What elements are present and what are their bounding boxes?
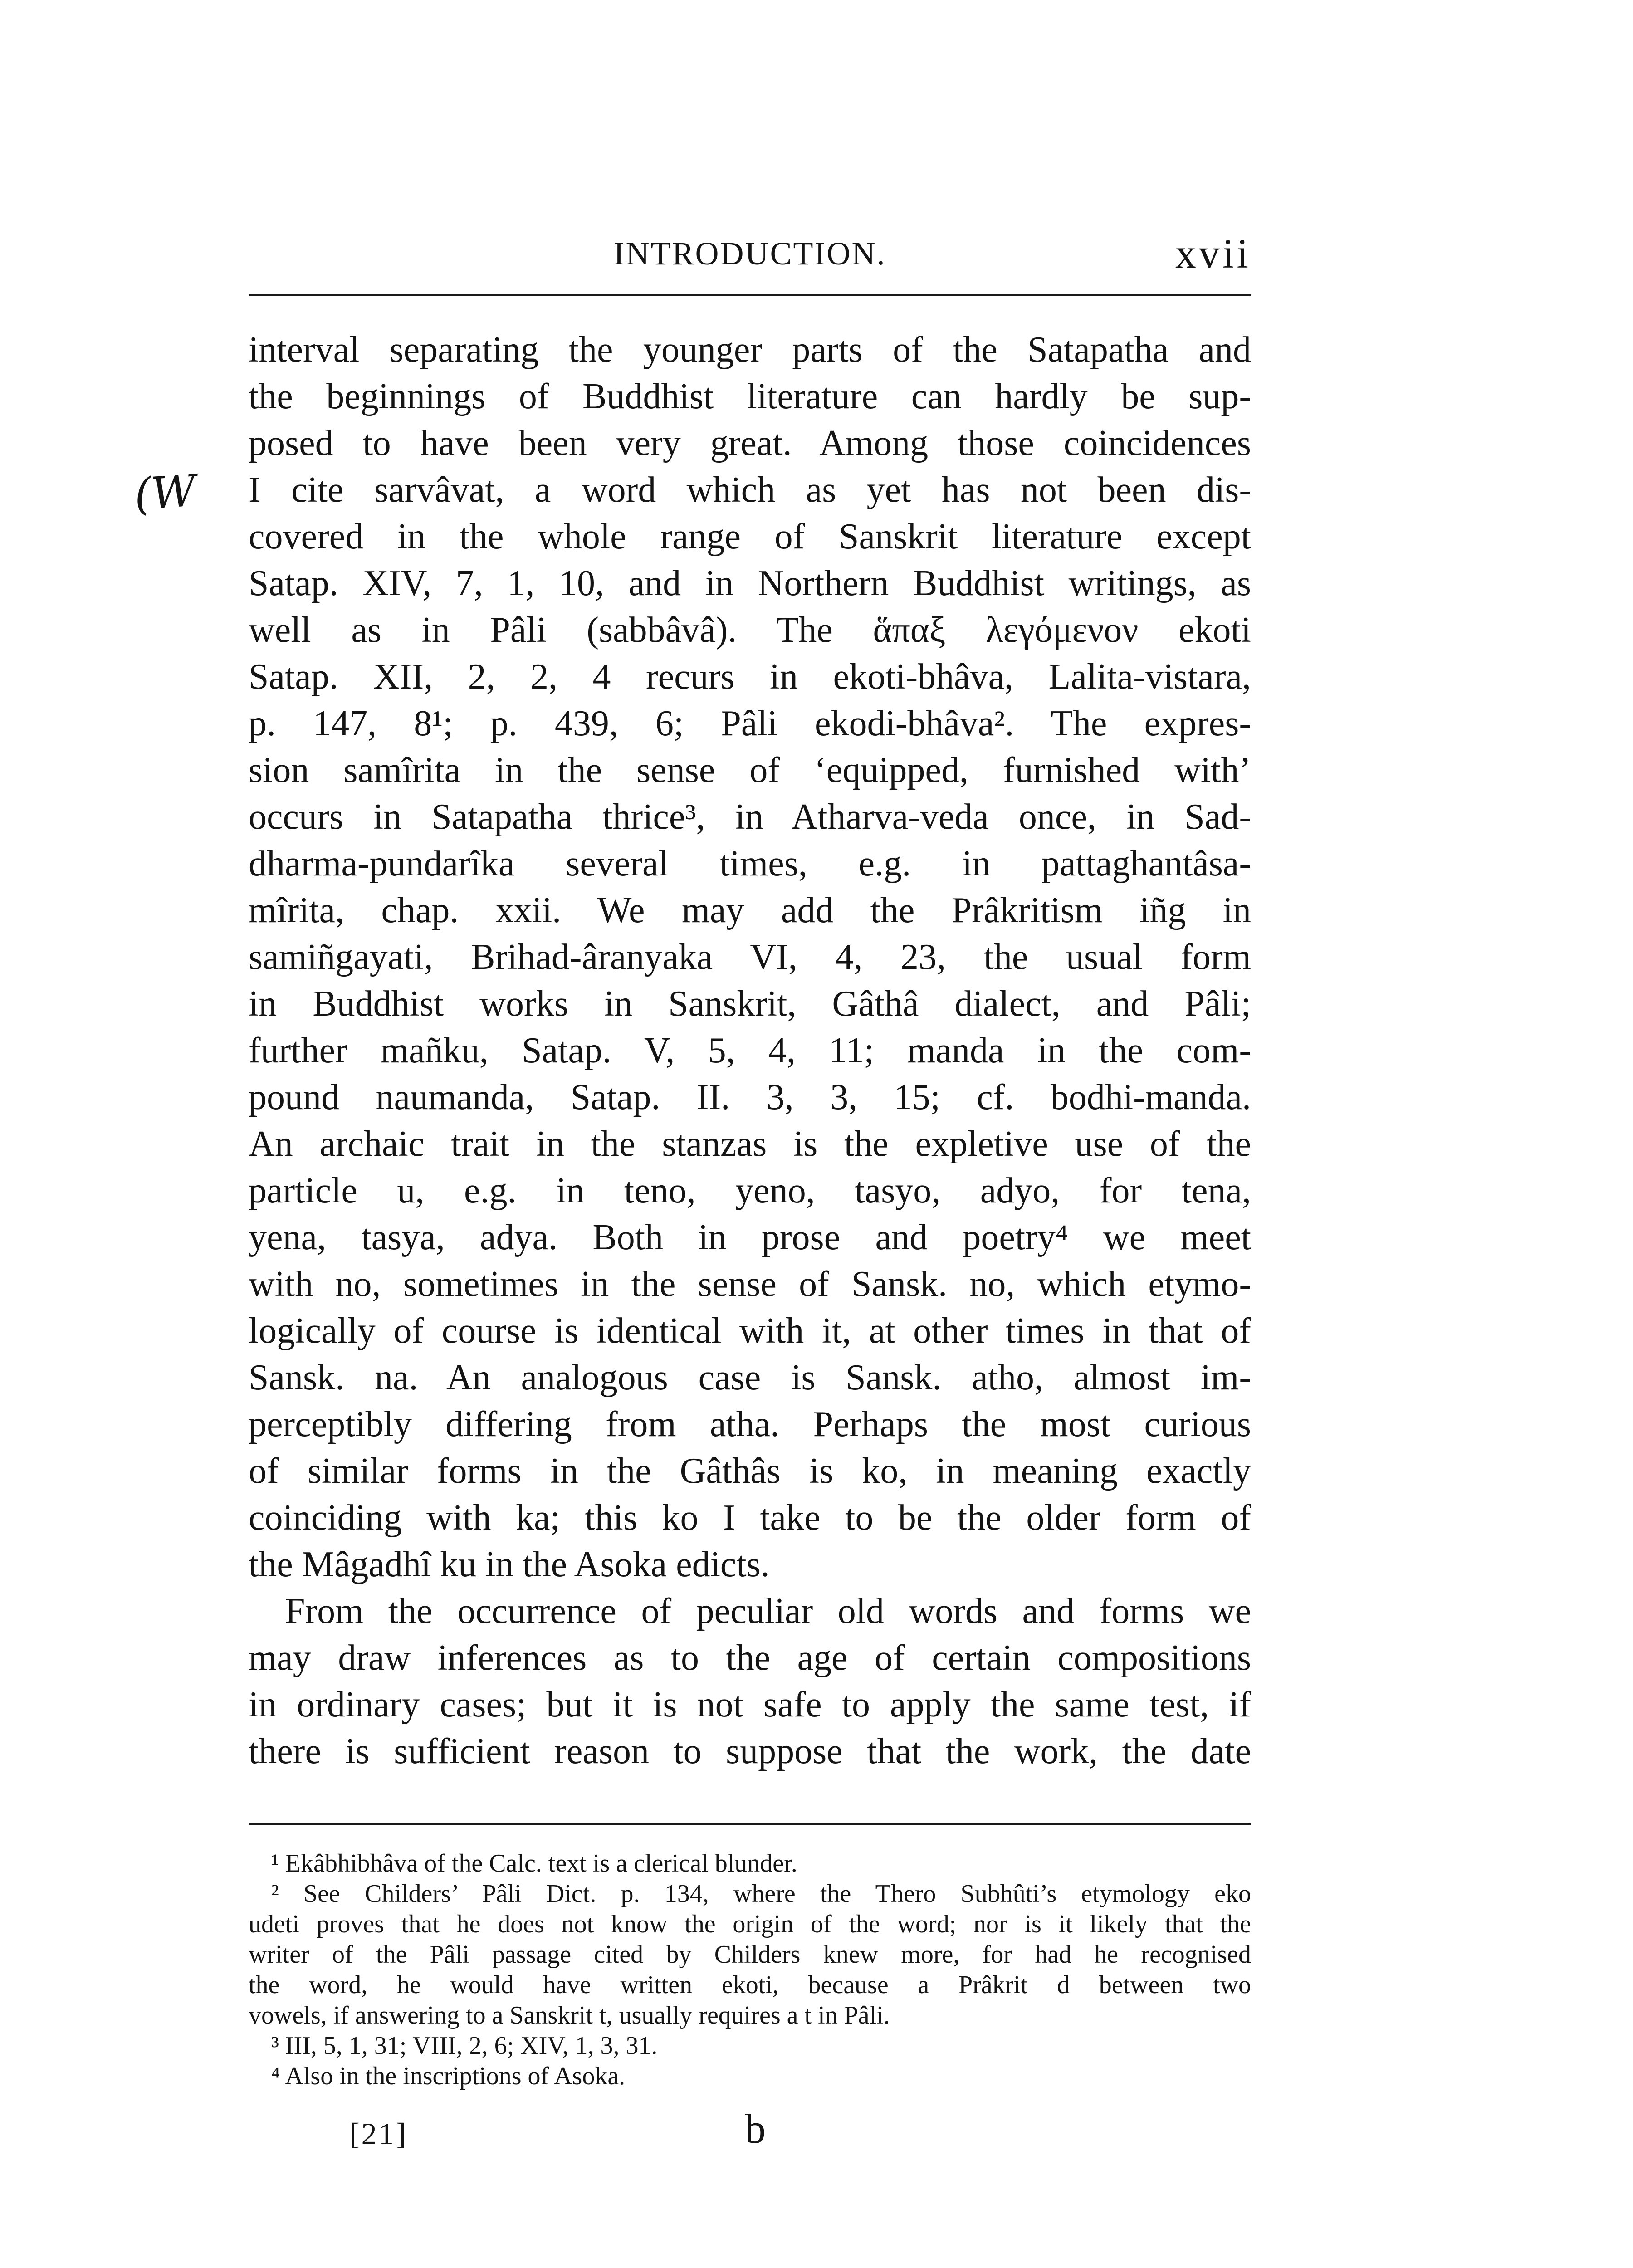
body-line: Sansk. na. An analogous case is Sansk. atho, almost im- — [249, 1358, 1251, 1398]
body-line: occurs in Satapatha thrice³, in Atharva-veda once, in Sad- — [249, 797, 1251, 837]
body-line: may draw inferences as to the age of certain compositions — [249, 1638, 1251, 1678]
margin-annotation: (W — [132, 465, 198, 520]
body-text — [249, 327, 1251, 1775]
footnote-line: the word, he would have written ekoti, because a Prâkrit d between two — [249, 1971, 1251, 1999]
body-line: coinciding with ka; this ko I take to be the older form of — [249, 1498, 1251, 1538]
body-line: particle u, e.g. in teno, yeno, tasyo, adyo, for tena, — [249, 1171, 1251, 1211]
body-line: posed to have been very great. Among those coincidences — [249, 423, 1251, 463]
running-title: INTRODUCTION. — [613, 235, 886, 272]
footnote-line: writer of the Pâli passage cited by Childers knew more, for had he recognised — [249, 1941, 1251, 1969]
body-line: logically of course is identical with it, at other times in that of — [249, 1311, 1251, 1351]
body-line: p. 147, 8¹; p. 439, 6; Pâli ekodi-bhâva². The expres- — [249, 704, 1251, 743]
footnotes — [249, 1848, 1251, 2092]
body-line: in ordinary cases; but it is not safe to apply the same test, if — [249, 1685, 1251, 1725]
footnote-line: ¹ Ekâbhibhâva of the Calc. text is a clerical blunder. — [271, 1849, 797, 1877]
body-line: yena, tasya, adya. Both in prose and poetry⁴ we meet — [249, 1217, 1251, 1257]
body-line: An archaic trait in the stanzas is the expletive use of the — [249, 1124, 1251, 1164]
body-line: in Buddhist works in Sanskrit, Gâthâ dialect, and Pâli; — [249, 984, 1251, 1024]
footnote-line: udeti proves that he does not know the origin of the word; nor is it likely that the — [249, 1910, 1251, 1938]
page-number: xvii — [1175, 230, 1251, 277]
body-line: Satap. XIV, 7, 1, 10, and in Northern Buddhist writings, as — [249, 563, 1251, 603]
body-line: From the occurrence of peculiar old words and forms we — [285, 1591, 1251, 1631]
body-line: there is sufficient reason to suppose that the work, the date — [249, 1731, 1251, 1771]
body-line: the Mâgadhî ku in the Asoka edicts. — [249, 1545, 770, 1584]
footnote-rule — [249, 1823, 1251, 1825]
body-line: Satap. XII, 2, 2, 4 recurs in ekoti-bhâva, Lalita-vistara, — [249, 657, 1251, 697]
body-line: further mañku, Satap. V, 5, 4, 11; manda in the com- — [249, 1031, 1251, 1070]
header-rule — [249, 294, 1251, 296]
body-line: the beginnings of Buddhist literature can hardly be sup- — [249, 376, 1251, 416]
body-line: pound naumanda, Satap. II. 3, 3, 15; cf. bodhi-manda. — [249, 1077, 1251, 1117]
body-line: mîrita, chap. xxii. We may add the Prâkritism iñg in — [249, 890, 1251, 930]
running-head — [249, 227, 1251, 286]
body-line: covered in the whole range of Sanskrit literature except — [249, 517, 1251, 557]
body-line: dharma-pundarîka several times, e.g. in pattaghantâsa- — [249, 844, 1251, 884]
body-line: perceptibly differing from atha. Perhaps the most curious — [249, 1404, 1251, 1444]
signature-letter: b — [745, 2106, 766, 2152]
body-line: of similar forms in the Gâthâs is ko, in meaning exactly — [249, 1451, 1251, 1491]
body-line: with no, sometimes in the sense of Sansk. no, which etymo- — [249, 1264, 1251, 1304]
footnote-line: ² See Childers’ Pâli Dict. p. 134, where the Thero Subhûti’s etymology eko — [271, 1880, 1251, 1908]
body-line: interval separating the younger parts of the Satapatha and — [249, 330, 1251, 370]
body-line: I cite sarvâvat, a word which as yet has not been dis- — [249, 470, 1251, 510]
footnote-line: ³ III, 5, 1, 31; VIII, 2, 6; XIV, 1, 3, 31. — [271, 2032, 658, 2060]
body-line: well as in Pâli (sabbâvâ). The ἅπαξ λεγόμενον ekoti — [249, 610, 1251, 650]
signature-mark: [21] — [349, 2116, 408, 2151]
body-line: sion samîrita in the sense of ‘equipped, furnished with’ — [249, 750, 1251, 790]
body-line: samiñgayati, Brihad-âranyaka VI, 4, 23, the usual form — [249, 937, 1251, 977]
footnote-line: ⁴ Also in the inscriptions of Asoka. — [271, 2062, 626, 2090]
footnote-line: vowels, if answering to a Sanskrit t, usually requires a t in Pâli. — [249, 2001, 890, 2029]
